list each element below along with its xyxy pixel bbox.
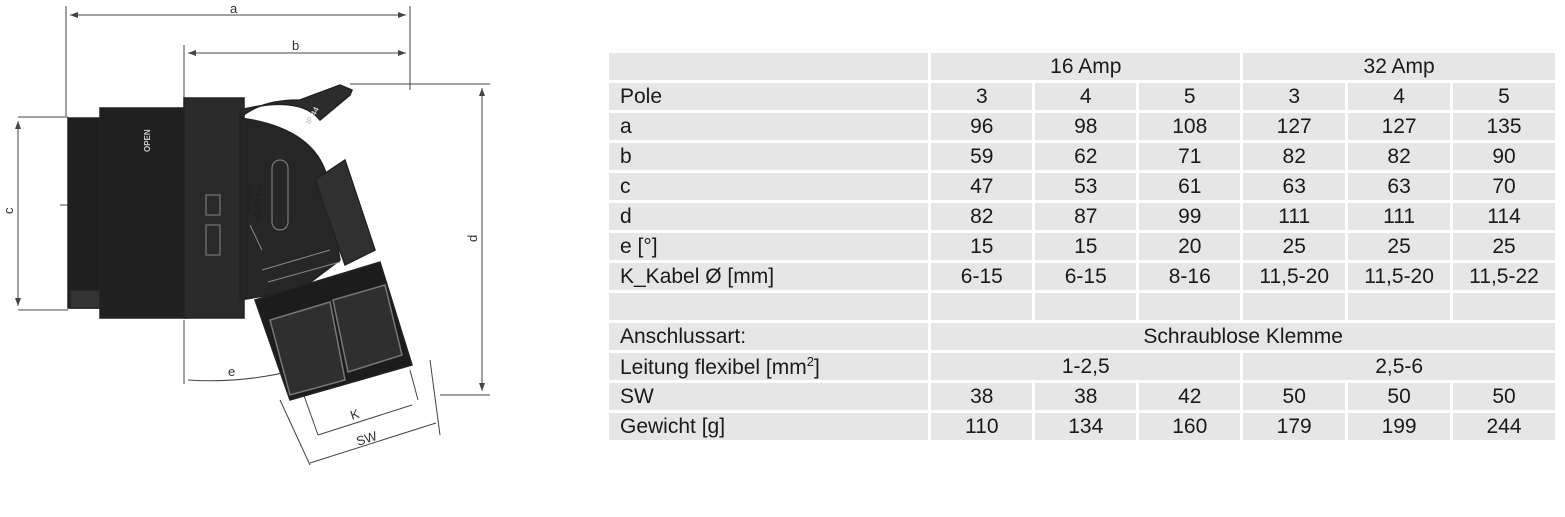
row-label: d bbox=[609, 203, 928, 230]
cell: 199 bbox=[1348, 413, 1450, 440]
cell: 4 bbox=[1348, 83, 1450, 110]
cell: 127 bbox=[1348, 113, 1450, 140]
cell: 15 bbox=[931, 233, 1032, 260]
cell: 11,5-20 bbox=[1348, 263, 1450, 290]
cell: 50 bbox=[1453, 383, 1555, 410]
spacer-cell bbox=[1348, 293, 1450, 320]
table-row bbox=[609, 173, 1555, 200]
table-row bbox=[609, 353, 1555, 380]
table-row bbox=[609, 143, 1555, 170]
cell: 6-15 bbox=[1035, 263, 1136, 290]
row-label: a bbox=[609, 113, 928, 140]
cell: 82 bbox=[931, 203, 1032, 230]
row-label: Anschlussart: bbox=[609, 323, 928, 350]
cell: 42 bbox=[1139, 383, 1240, 410]
cell: 82 bbox=[1243, 143, 1345, 170]
leitung-16-amp: 1-2,5 bbox=[931, 353, 1240, 380]
cell: 25 bbox=[1243, 233, 1345, 260]
leitung-sup: 2 bbox=[806, 353, 814, 369]
cell: 127 bbox=[1243, 113, 1345, 140]
table-row bbox=[609, 413, 1555, 440]
row-label: Pole bbox=[609, 83, 928, 110]
cell: 63 bbox=[1243, 173, 1345, 200]
table-row bbox=[609, 233, 1555, 260]
cell: 61 bbox=[1139, 173, 1240, 200]
cell: 114 bbox=[1453, 203, 1555, 230]
spacer-cell bbox=[609, 293, 928, 320]
dim-label-d: d bbox=[465, 234, 480, 242]
spacer-row bbox=[609, 293, 1555, 320]
cell: 11,5-22 bbox=[1453, 263, 1555, 290]
cell: 25 bbox=[1348, 233, 1450, 260]
spacer-cell bbox=[1453, 293, 1555, 320]
row-label: Gewicht [g] bbox=[609, 413, 928, 440]
cell: 38 bbox=[1035, 383, 1136, 410]
cell: 90 bbox=[1453, 143, 1555, 170]
table-header-row bbox=[609, 53, 1555, 80]
cell: 47 bbox=[931, 173, 1032, 200]
cell: 5 bbox=[1453, 83, 1555, 110]
dim-label-b: b bbox=[292, 38, 300, 53]
marking-press: PRESS bbox=[243, 185, 252, 213]
row-label: b bbox=[609, 143, 928, 170]
cell: 3 bbox=[931, 83, 1032, 110]
cell: 59 bbox=[931, 143, 1032, 170]
dim-label-a: a bbox=[230, 1, 238, 16]
row-label: SW bbox=[609, 383, 928, 410]
leitung-label-end: ] bbox=[814, 355, 820, 379]
spacer-cell bbox=[1243, 293, 1345, 320]
dim-label-e: e bbox=[228, 364, 236, 379]
spacer-cell bbox=[1035, 293, 1136, 320]
marking-ip: IP 44 bbox=[303, 105, 322, 126]
cell: 99 bbox=[1139, 203, 1240, 230]
table-row bbox=[609, 203, 1555, 230]
connector-drawing bbox=[0, 0, 560, 517]
table-row bbox=[609, 323, 1555, 350]
spacer-cell bbox=[931, 293, 1032, 320]
cell: 110 bbox=[931, 413, 1032, 440]
cell: 50 bbox=[1348, 383, 1450, 410]
cell: 108 bbox=[1139, 113, 1240, 140]
row-label: K_Kabel Ø [mm] bbox=[609, 263, 928, 290]
cell: 3 bbox=[1243, 83, 1345, 110]
dim-label-k: K bbox=[348, 405, 362, 423]
group-32-amp: 32 Amp bbox=[1243, 53, 1555, 80]
group-16-amp: 16 Amp bbox=[931, 53, 1240, 80]
table-row bbox=[609, 263, 1555, 290]
cell: 111 bbox=[1348, 203, 1450, 230]
cell: 70 bbox=[1453, 173, 1555, 200]
cell: 134 bbox=[1035, 413, 1136, 440]
spacer-cell bbox=[1139, 293, 1240, 320]
cell: 63 bbox=[1348, 173, 1450, 200]
row-label bbox=[609, 353, 928, 380]
leitung-label: Leitung flexibel [mm bbox=[620, 355, 807, 379]
spec-table bbox=[606, 50, 1558, 443]
cell: 6-15 bbox=[931, 263, 1032, 290]
cell: 25 bbox=[1453, 233, 1555, 260]
header-empty-cell bbox=[609, 53, 928, 80]
leitung-32-amp: 2,5-6 bbox=[1243, 353, 1555, 380]
cell: 53 bbox=[1035, 173, 1136, 200]
dim-label-sw: SW bbox=[354, 428, 379, 449]
cell: 71 bbox=[1139, 143, 1240, 170]
cell: 87 bbox=[1035, 203, 1136, 230]
cell: 244 bbox=[1453, 413, 1555, 440]
cell: 82 bbox=[1348, 143, 1450, 170]
cell: 5 bbox=[1139, 83, 1240, 110]
cell: 15 bbox=[1035, 233, 1136, 260]
table-row bbox=[609, 83, 1555, 110]
marking-open: OPEN bbox=[143, 129, 152, 152]
marking-to-open: TO OPEN bbox=[253, 185, 262, 221]
cell: 20 bbox=[1139, 233, 1240, 260]
cell: 98 bbox=[1035, 113, 1136, 140]
table-row bbox=[609, 383, 1555, 410]
cell: 38 bbox=[931, 383, 1032, 410]
row-label: e [°] bbox=[609, 233, 928, 260]
cell: 8-16 bbox=[1139, 263, 1240, 290]
cell: 160 bbox=[1139, 413, 1240, 440]
cell: 135 bbox=[1453, 113, 1555, 140]
cell: 96 bbox=[931, 113, 1032, 140]
cell: 111 bbox=[1243, 203, 1345, 230]
cell: 50 bbox=[1243, 383, 1345, 410]
row-label: c bbox=[609, 173, 928, 200]
anschluss-value: Schraublose Klemme bbox=[931, 323, 1555, 350]
cell: 179 bbox=[1243, 413, 1345, 440]
cell: 11,5-20 bbox=[1243, 263, 1345, 290]
table-row bbox=[609, 113, 1555, 140]
dim-label-c: c bbox=[1, 207, 16, 214]
cell: 4 bbox=[1035, 83, 1136, 110]
cell: 62 bbox=[1035, 143, 1136, 170]
